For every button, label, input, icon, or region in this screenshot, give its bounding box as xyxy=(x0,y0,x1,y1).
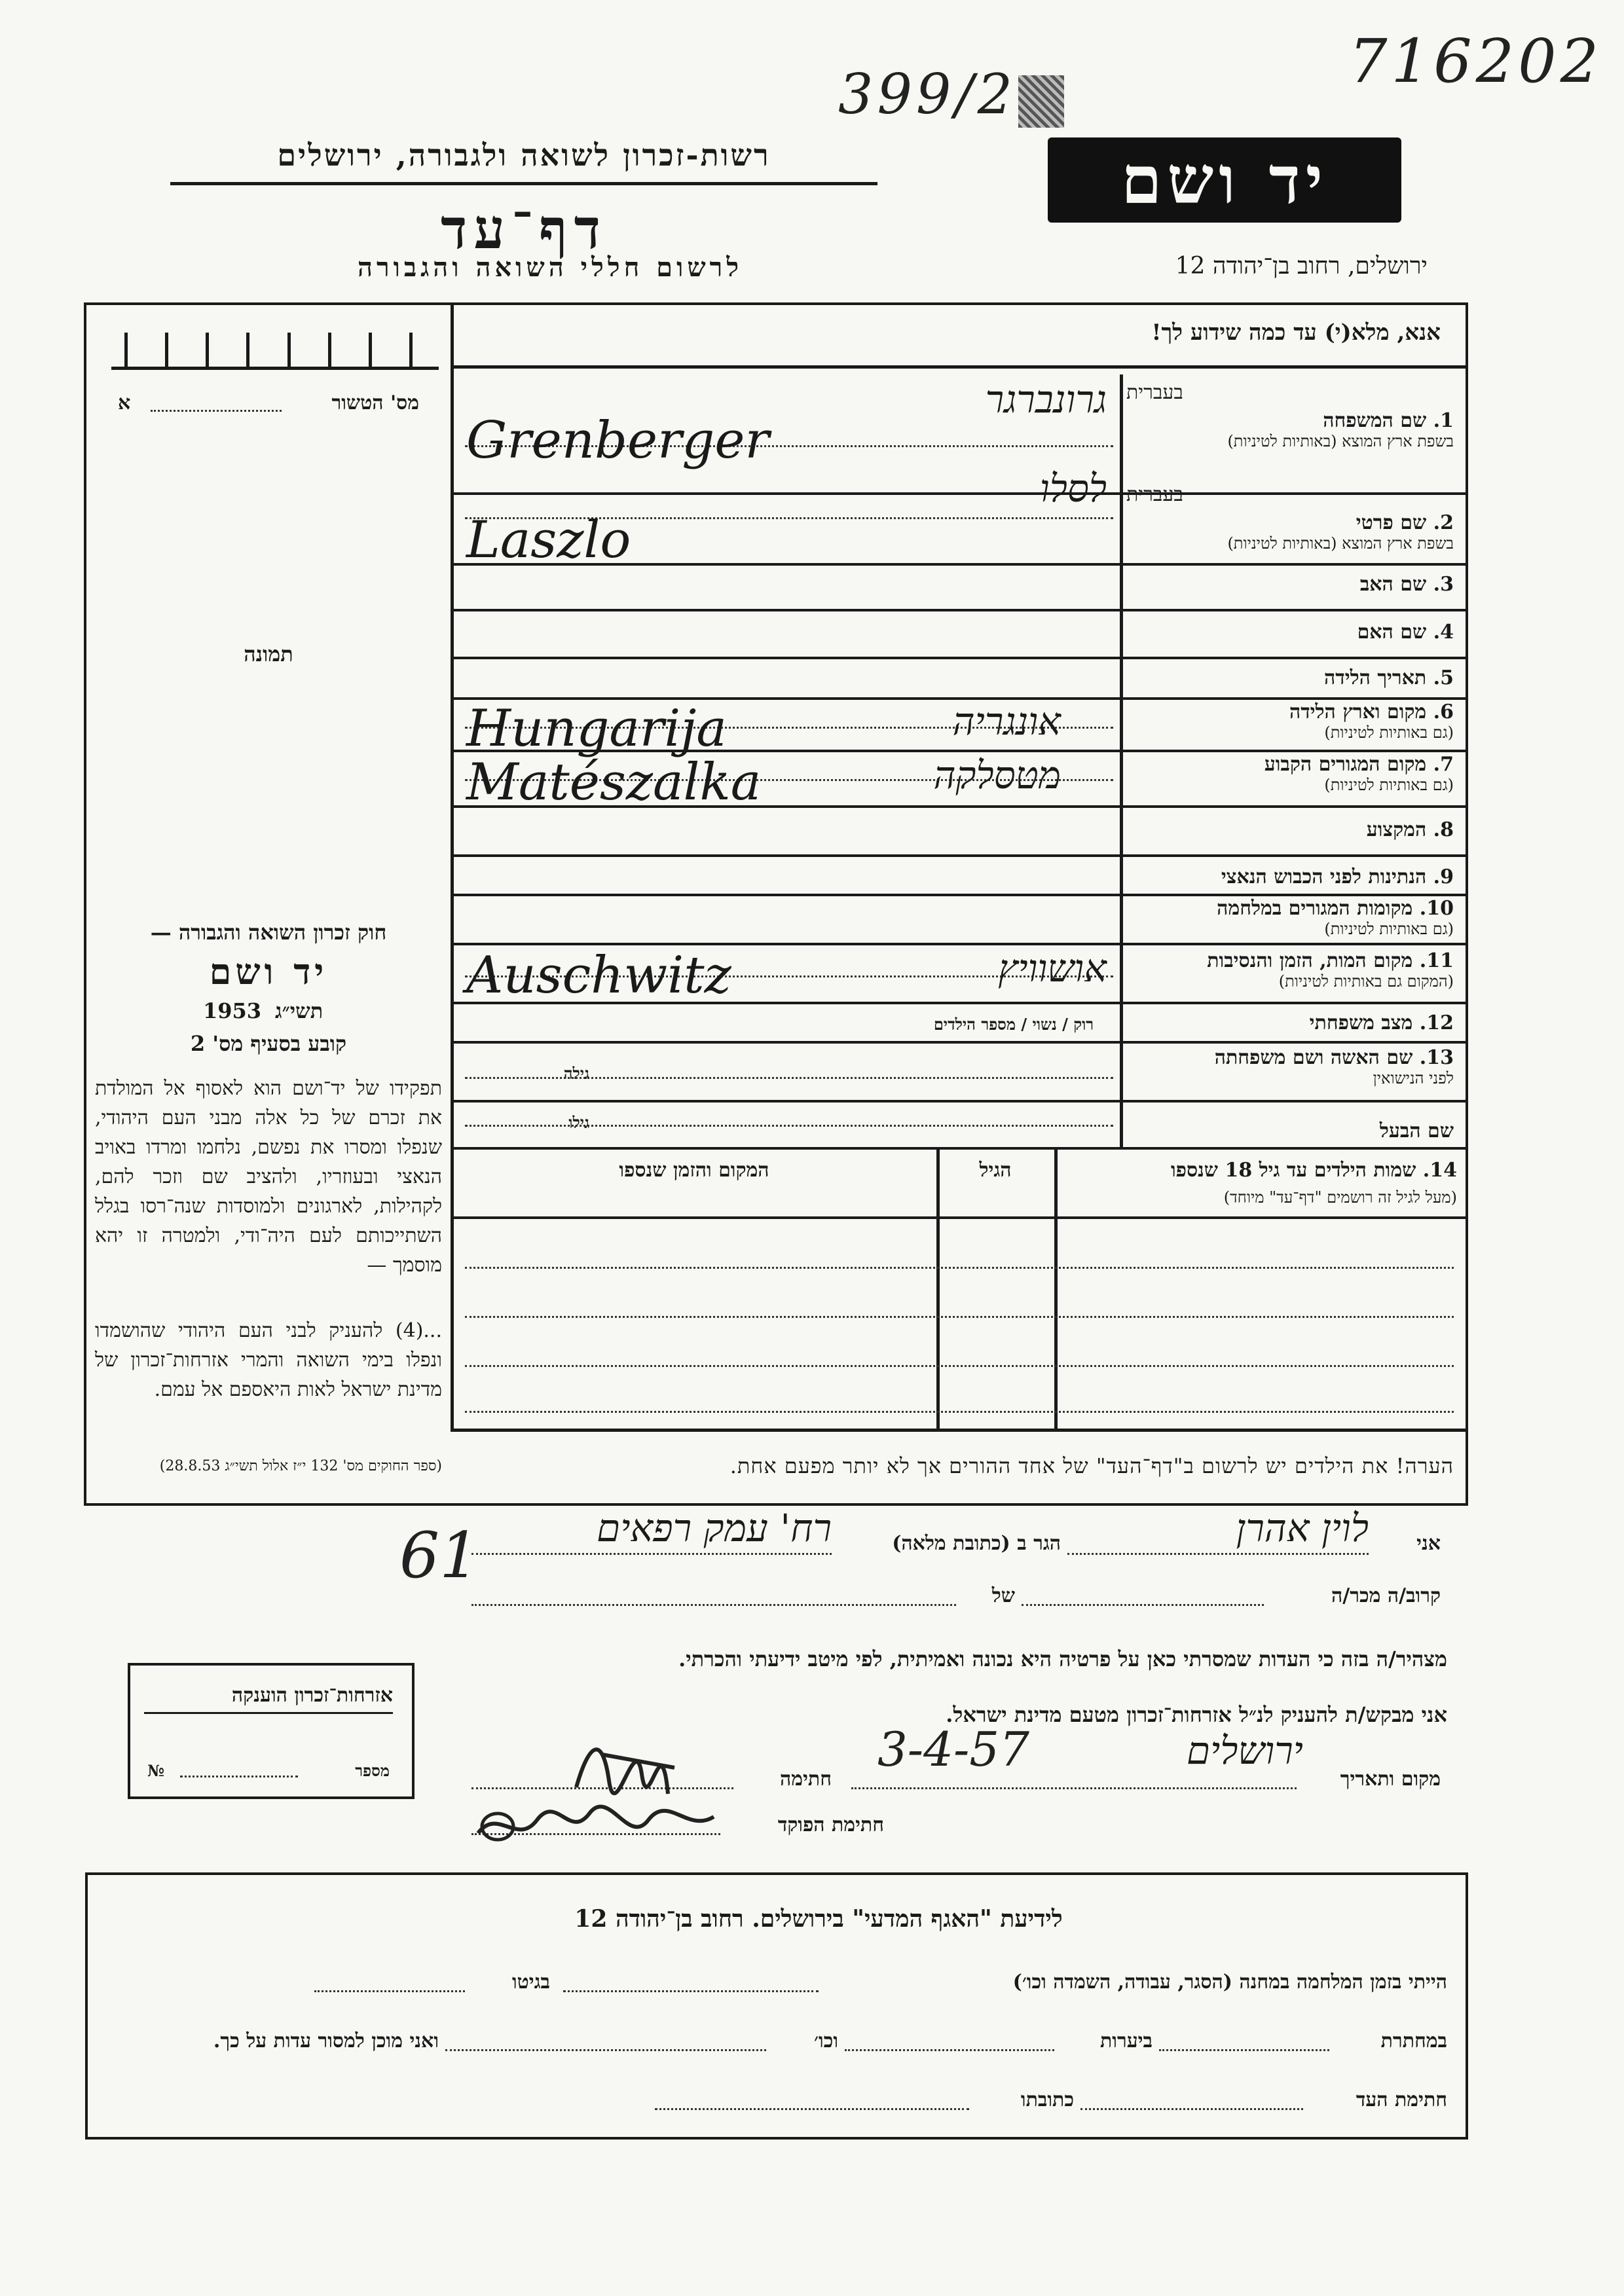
field-2-first-name: בעברית 2. שם פרטי בשפת ארץ המוצא (באותיות לטיניות) xyxy=(1126,483,1454,553)
family-name-latin-value[interactable]: Grenberger xyxy=(466,411,769,470)
declarant-name-value[interactable]: לוין אהרן xyxy=(1236,1506,1369,1550)
law-year-hebrew: תשי״ג xyxy=(275,998,323,1023)
field-8-profession: 8. המקצוע xyxy=(1366,818,1454,841)
registry-no-suffix: א xyxy=(118,392,131,414)
field-12-marital-status: 12. מצב משפחתי xyxy=(1309,1011,1454,1034)
authority-title: רשות-זכרון לשואה ולגבורה, ירושלים xyxy=(277,137,771,173)
margin-number: 61 xyxy=(399,1519,480,1592)
field-10-wartime-residence: 10. מקומות המגורים במלחמה (גם באותיות לטיניות) xyxy=(1217,897,1454,938)
field-11-death-place: 11. מקום המות, הזמן והנסיבות (המקום גם באותיות לטיניות) xyxy=(1207,949,1454,991)
field-5-birth-date: 5. תאריך הלידה xyxy=(1324,666,1454,689)
residence-latin-value[interactable]: Matészalka xyxy=(466,753,762,812)
relative-label: קרוב/ה מכר/ה xyxy=(1331,1584,1441,1607)
children-note: הערה! את הילדים יש לרשום ב"דף־העד" של אחד ההורים אך לא יותר מפעם אחת. xyxy=(729,1453,1454,1478)
law-title: חוק זכרון השואה והגבורה — xyxy=(150,920,387,945)
wife-age-label: גילה xyxy=(563,1064,589,1083)
law-name: יד ושם xyxy=(209,951,328,993)
witness-ghetto-label: בגיטו xyxy=(511,1971,550,1994)
date-value[interactable]: 3-4-57 xyxy=(877,1722,1029,1777)
request-text: אני מבקש/ת להעניק לנ״ל אזרחות־זכרון מטעם מדינת ישראל. xyxy=(946,1702,1447,1727)
registry-no-label: מס' הטשור xyxy=(331,392,419,414)
law-section: קובע בסעיף מס' 2 xyxy=(190,1031,347,1056)
marital-status-options: רוק / נשוי / מספר הילדים xyxy=(933,1015,1094,1034)
place-value[interactable]: ירושלים xyxy=(1186,1728,1303,1773)
law-text: תפקידו של יד־ושם הוא לאסוף אל המולדת את זכרם של כל אלה מבני העם היהודי, שנפלו ומסרו את נפשם, נלחמו ומרדו באויב הנאצי ובעוזריו, ולהציב שם וזכר להם, לקהילות, לארגונים ולמוסדות שנה־רסו בגלל השתייכותם לעם היה־ודי, ולמטרה זו יהא מוסמך — xyxy=(95,1077,442,1277)
field-7-residence: 7. מקום המגורים הקבוע (גם באותיות לטיניות) xyxy=(1264,753,1454,794)
form-subtitle: לרשום חללי השואה והגבורה xyxy=(357,252,743,283)
photo-label: תמונה xyxy=(244,642,293,666)
declarant-address-label: הגר ב (כתובת מלאה) xyxy=(892,1532,1061,1555)
law-year: 1953 xyxy=(203,998,262,1023)
family-name-hebrew-value[interactable]: גרונברגר xyxy=(985,377,1107,422)
witness-forests-label: ביערות xyxy=(1099,2030,1153,2052)
address: ירושלים, רחוב בן־יהודה 12 xyxy=(1175,253,1428,280)
signature-label: חתימה xyxy=(780,1768,832,1791)
witness-address-label: כתובתו xyxy=(1020,2088,1074,2111)
field-13-wife-name: 13. שם האשה ושם משפחתה לפני הנישואין xyxy=(1214,1046,1454,1087)
official-signature xyxy=(471,1794,720,1853)
residence-hebrew-value[interactable]: מטסלקה xyxy=(933,753,1061,797)
archive-number: 716202 xyxy=(1349,26,1603,96)
first-name-latin-value[interactable]: Laszlo xyxy=(466,511,631,570)
declaration-text: מצהיר/ה בזה כי העדות שמסרתי כאן על פרטיה היא נכונה ואמיתית, לפי מיטב ידיעתי והכרתי. xyxy=(678,1647,1447,1671)
children-table-title: 14. שמות הילדים עד גיל 18 שנספו xyxy=(1170,1159,1457,1182)
form-title: דף־עד xyxy=(440,196,607,261)
witness-underground-label: במחתרת xyxy=(1380,2030,1447,2052)
field-9-nationality: 9. הנתינות לפני הכבוש הנאצי xyxy=(1221,866,1454,888)
witness-willing-label: ואני מוכן למסור עדות על כך. xyxy=(213,2030,439,2052)
witness-title: לידיעת "האגף המדעי" בירושלים. רחוב בן־יהודה 12 xyxy=(574,1905,1063,1933)
witness-camp-label: הייתי בזמן המלחמה במחנה (הסגר, עבודה, השמדה וכו׳) xyxy=(1012,1971,1447,1994)
law-text-clause-4: ...(4) להעניק לבני העם היהודי שהושמדו ונפלו בימי השואה והמרי אזרחות־זכרון של מדינת ישראל לאות היאספם אל עמם. xyxy=(95,1319,442,1401)
children-col-place: המקום והזמן שנספו xyxy=(619,1159,769,1182)
witness-signature-label: חתימת העד xyxy=(1356,2088,1447,2111)
field-6-birth-place: 6. מקום וארץ הלידה (גם באותיות לטיניות) xyxy=(1289,701,1454,742)
field-husband-name: שם הבעל xyxy=(1379,1120,1454,1142)
citizenship-box-title: אזרחות־זכרון הוענקה xyxy=(144,1684,393,1714)
place-date-label: מקום ותאריך xyxy=(1340,1768,1441,1791)
first-name-hebrew-value[interactable]: לסלו xyxy=(1039,466,1107,511)
law-reference: (ספר החוקים מס' 132 י״ז אלול תשי״ג 28.8.53) xyxy=(159,1458,442,1474)
children-table-subtitle: (מעל לגיל זה רושמים "דף־עד" מיוחד) xyxy=(1223,1188,1457,1207)
file-reference: 399/2 xyxy=(838,62,1017,126)
tally-marks xyxy=(124,333,413,367)
children-col-age: הגיל xyxy=(979,1159,1012,1182)
witness-etc-label: וכו׳ xyxy=(814,2030,838,2052)
citizenship-box-no-symbol: № xyxy=(147,1761,165,1780)
death-place-latin-value[interactable]: Auschwitz xyxy=(466,946,731,1005)
yad-vashem-logo: יד ושם xyxy=(1048,137,1401,223)
husband-age-label: גילו xyxy=(568,1113,589,1132)
citizenship-box-no-label: מספר xyxy=(355,1761,390,1780)
scan-mark xyxy=(1018,75,1064,128)
official-signature-label: חתימת הפוקד xyxy=(777,1813,884,1836)
birth-place-hebrew-value[interactable]: אונגריה xyxy=(952,699,1061,744)
declarant-address-value[interactable]: רח' עמק רפאים xyxy=(597,1506,832,1550)
death-place-hebrew-value[interactable]: אושוויץ xyxy=(998,946,1107,991)
birth-place-latin-value[interactable]: Hungarija xyxy=(466,699,727,758)
field-3-father-name: 3. שם האב xyxy=(1359,573,1454,596)
declarant-i-label: אני xyxy=(1416,1532,1441,1555)
field-1-family-name: בעברית 1. שם המשפחה בשפת ארץ המוצא (באותיות לטיניות) xyxy=(1126,381,1454,450)
intro-instruction: אנא, מלא(י) עד כמה שידוע לך! xyxy=(1151,319,1441,346)
declarant-signature xyxy=(563,1715,694,1807)
of-label: של xyxy=(991,1584,1015,1607)
field-4-mother-name: 4. שם האם xyxy=(1357,621,1454,644)
